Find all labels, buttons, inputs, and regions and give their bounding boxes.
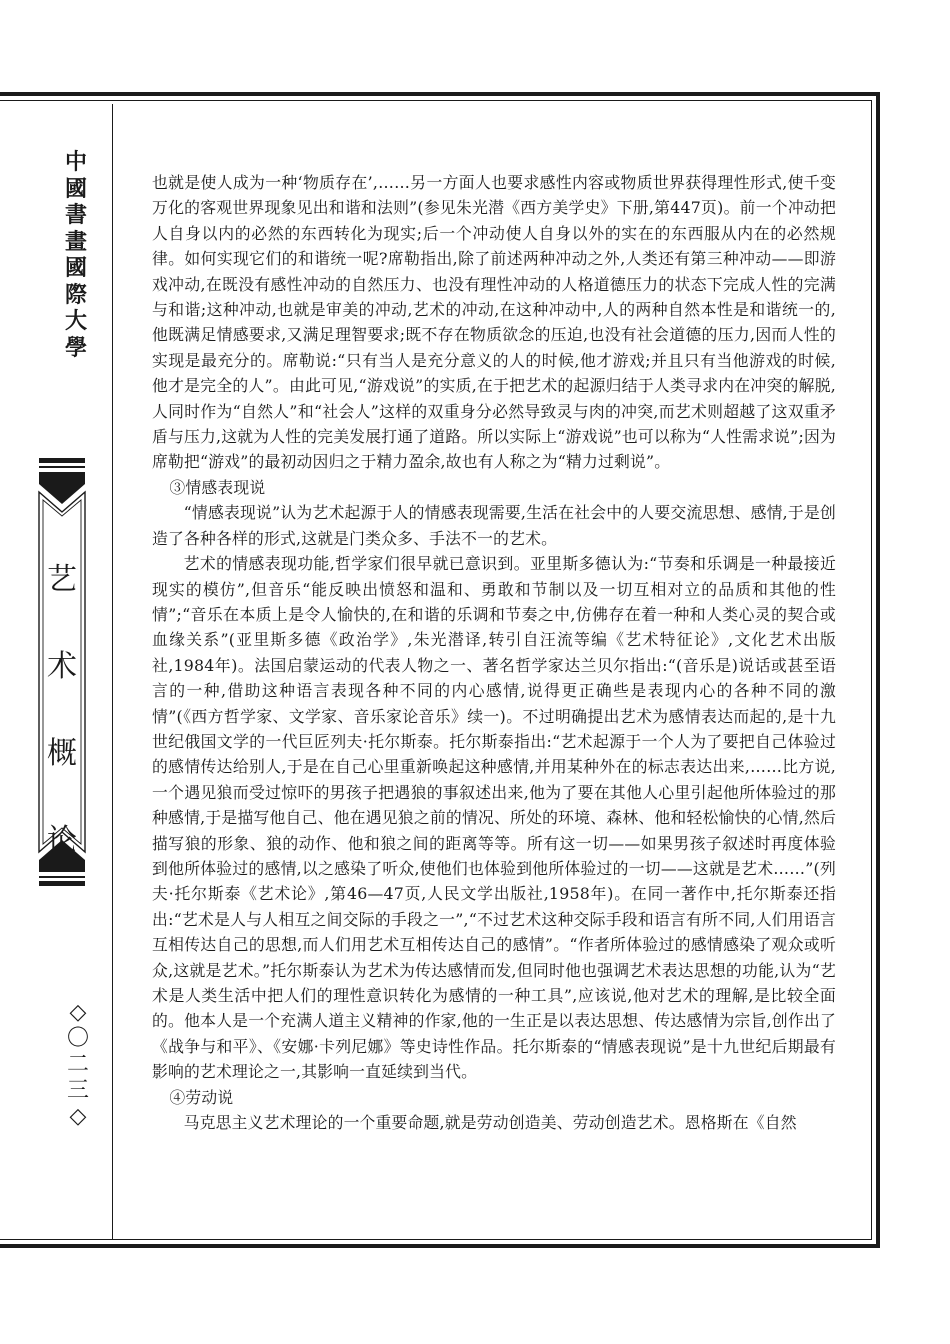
university-char: 大	[64, 309, 87, 334]
university-char: 國	[64, 176, 87, 202]
page-number-char: 三	[66, 1078, 89, 1103]
paragraph-emotion-history: 艺术的情感表现功能,哲学家们很早就已意识到。亚里斯多德认为:“节奏和乐调是一种最接近现实的模仿”,但音乐“能反映出愤怒和温和、勇敢和节制以及一切互相对立的品质和其他的性情”;“音乐在本质上是令人愉快的,在和谐的乐调和节奏之中,仿佛存在着一种和人类心灵的契合或血缘关系”(亚里斯多德《政治学》,朱光潜译,转引自汪流等编《艺术特征论》,文化艺术出版社,1984年)。法国启蒙运动的代表人物之一、著名哲学家达兰贝尔指出:“(音乐是)说话或甚至语言的一种,借助这种语言表现各种不同的内心感情,说得更正确些是表现内心的各种不同的激情”(《西方哲学家、文学家、音乐家论音乐》续一)。不过明确提出艺术为感情表达而起的,是十九世纪俄国文学的一代巨匠列夫·托尔斯泰。托尔斯泰指出:“艺术起源于一个人为了要把自己体验过的感情传达给别人,于是在自己心里重新唤起这种感情,并用某种外在的标志表达出来,……比方说,一个遇见狼而受过惊吓的男孩子把遇狼的事叙述出来,他为了要在其他人心里引起他所体验过的那种感情,于是描写他自己、他在遇见狼之前的情况、所处的环境、森林、他和轻松愉快的心情,然后描写狼的形象、狼的动作、他和狼之间的距离等等。所有这一切——如果男孩子叙述时再度体验到他所体验过的感情,以之感染了听众,使他们也体验到他所体验过的一切——这就是艺术……”(列夫·托尔斯泰《艺术论》,第46—47页,人民文学出版社,1958年)。在同一著作中,托尔斯泰还指出:“艺术是人与人相互之间交际的手段之一”,“不过艺术这种交际手段和语言有所不同,人们用语言互相传达自己的思想,而人们用艺术互相传达自己的感情”。“作者所体验过的感情感染了观众或听众,这就是艺术。”托尔斯泰认为艺术为传达感情而发,但同时他也强调艺术表达思想的功能,认为“艺术是人类生活中把人们的理性意识转化为感情的一种工具”,应该说,他对艺术的理解,是比较全面的。他本人是一个充满人道主义精神的作家,他的一生正是以表达思想、传达感情为宗旨,创作出了《战争与和平》、《安娜·卡列尼娜》等史诗性作品。托尔斯泰的“情感表现说”是十九世纪后期最有影响的艺术理论之一,其影响一直延续到当代。	[152, 554, 836, 1082]
book-title-vertical	[36, 536, 88, 884]
page-number-vertical	[60, 1000, 96, 1130]
section-heading-labor-theory: ④劳动说	[169, 1087, 234, 1107]
university-char: 學	[64, 335, 87, 361]
page-number-char: ◇	[69, 1000, 87, 1025]
paragraph-emotion-definition: “情感表现说”认为艺术起源于人的情感表现需要,生活在社会中的人要交流思想、感情,于是创造了各种各样的形式,这就是门类众多、手法不一的艺术。	[152, 503, 836, 548]
book-title-char: 术	[47, 649, 77, 684]
book-title-char: 艺	[47, 562, 77, 597]
university-char: 際	[64, 282, 87, 308]
paragraph-play-theory-continued: 也就是使人成为一种‘物质存在’,……另一方面人也要求感性内容或物质世界获得理性形式,使千变万化的客观世界现象见出和谐和法则”(参见朱光潜《西方美学史》下册,第447页)。前一个冲动把人自身以内的必然的东西转化为现实;后一个冲动使人自身以外的实在的东西服从内在的必然规律。如何实现它们的和谐统一呢?席勒指出,除了前述两种冲动之外,人类还有第三种冲动——即游戏冲动,在既没有感性冲动的自然压力、也没有理性冲动的人格道德压力的状态下完成人性的完满与和谐;这种冲动,也就是审美的冲动,艺术的冲动,在这种冲动中,人的两种自然本性是和谐统一的,他既满足情感要求,又满足理智要求;既不存在物质欲念的压迫,也没有社会道德的压力,因而人性的实现是最充分的。席勒说:“只有当人是充分意义的人的时候,他才游戏;并且只有当他游戏的时候,他才是完全的人”。由此可见,“游戏说”的实质,在于把艺术的起源归结于人类寻求内在冲突的解脱,人同时作为“自然人”和“社会人”这样的双重身分必然导致灵与肉的冲突,而艺术则超越了这双重矛盾与压力,这就为人性的完美发展打通了道路。所以实际上“游戏说”也可以称为“人性需求说”;因为席勒把“游戏”的最初动因归之于精力盈余,故也有人称之为“精力过剩说”。	[152, 173, 836, 472]
book-title-char: 概	[47, 736, 77, 771]
page-number-char: 〇	[66, 1026, 89, 1051]
university-char: 書	[64, 203, 87, 228]
section-heading-emotion-expression: ③情感表现说	[169, 477, 266, 497]
page-number-char: 二	[66, 1052, 89, 1077]
page-number-char: ◇	[69, 1104, 87, 1129]
university-char: 中	[64, 150, 87, 175]
university-name-vertical	[58, 150, 94, 362]
badge-top-bar	[39, 458, 85, 463]
badge-top-chevron	[39, 472, 85, 504]
badge-top-bar-thin	[39, 466, 85, 468]
sidebar-divider	[112, 104, 113, 1240]
university-char: 畫	[64, 229, 87, 255]
university-char: 國	[64, 256, 87, 281]
book-title-char: 论	[47, 823, 77, 858]
body-text	[152, 170, 836, 1135]
paragraph-labor-theory: 马克思主义艺术理论的一个重要命题,就是劳动创造美、劳动创造艺术。恩格斯在《自然	[183, 1113, 797, 1133]
